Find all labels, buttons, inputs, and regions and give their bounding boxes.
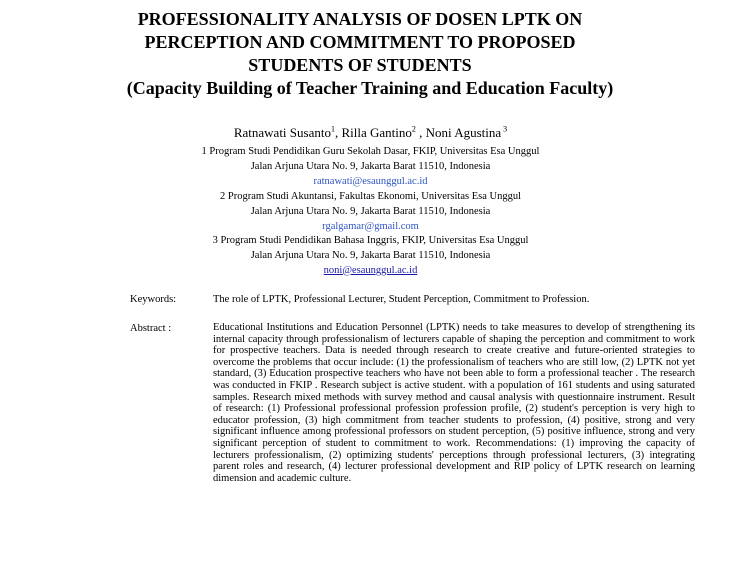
abstract-label: Abstract :: [130, 323, 172, 334]
affiliation-dept: 1 Program Studi Pendidikan Guru Sekolah Dasar, FKIP, Universitas Esa Unggul: [201, 146, 540, 157]
affiliation-email[interactable]: ratnawati@esaunggul.ac.id: [313, 175, 428, 187]
author-list: [0, 125, 741, 141]
affiliation-dept: 3 Program Studi Pendidikan Bahasa Inggris, FKIP, Universitas Esa Unggul: [212, 235, 529, 246]
author-affil-mark: 2: [411, 124, 416, 134]
author-separator: ,: [334, 125, 342, 140]
author-affil-mark: 1: [330, 124, 335, 134]
paper-title: PROFESSIONALITY ANALYSIS OF DOSEN LPTK ON PERCEPTION AND COMMITMENT TO PROPOSED STUDENTS OF STUDENTS: [137, 9, 583, 75]
keywords-text: The role of LPTK, Professional Lecturer, Student Perception, Commitment to Profession.: [213, 294, 590, 305]
abstract-text: Educational Institutions and Education Personnel (LPTK) needs to take measures to develop of strengthening its internal capacity through professionalism of lecturers capable of shaping the perception and commitment to work for prospective teachers. Data is needed through research to create creative and future-oriented strategies to overcome the problems that occur include: (1) the professionalism of teachers who are still low, (2) LPTK not yet standard, (3) Education prospective teachers who have not been able to form a professional teacher . The research was conducted in FKIP . Research subject is active student. with a population of 161 students and using saturated samples. Research mixed methods with survey method and causal analysis with questionnaire instrument. Result of research: (1) Professional professional profession profession profile, (2) student's perception is very high to educator profession, (3) high commitment from teacher students to profession, (4) positive, strong and very significant influence among professional professors on student perception, (5) positive influence, strong and very significant perception of student to commitment to work. Recommendations: (1) improving the capacity of lecturers professionalism, (2) optimizing students' perceptions through professional lecturers, (3) integrating parent roles and research, (4) lecturer professional development and RIP policy of LPTK research on learning dimension and academic culture.: [213, 322, 695, 484]
affiliation-email[interactable]: rgalgamar@gmail.com: [322, 220, 419, 232]
affiliation-address: Jalan Arjuna Utara No. 9, Jakarta Barat 11510, Indonesia: [250, 205, 491, 217]
affiliation-address: Jalan Arjuna Utara No. 9, Jakarta Barat 11510, Indonesia: [250, 160, 491, 172]
affiliation-dept: 2 Program Studi Akuntansi, Fakultas Ekonomi, Universitas Esa Unggul: [220, 191, 521, 202]
affiliation-block: [0, 190, 741, 234]
keywords-label: Keywords:: [130, 294, 177, 305]
author-separator: ,: [415, 125, 426, 140]
author-name: Ratnawati Susanto: [233, 125, 331, 140]
affiliation-block: [0, 234, 741, 278]
affiliation-block: [0, 145, 741, 189]
author-name: Rilla Gantino: [341, 125, 412, 140]
author-name: Noni Agustina: [425, 125, 502, 140]
author-affil-mark: 3: [501, 124, 508, 134]
affiliation-email[interactable]: noni@esaunggul.ac.id: [323, 264, 418, 276]
affiliation-address: Jalan Arjuna Utara No. 9, Jakarta Barat 11510, Indonesia: [250, 249, 491, 261]
paper-subtitle: (Capacity Building of Teacher Training and Education Faculty): [126, 78, 614, 98]
